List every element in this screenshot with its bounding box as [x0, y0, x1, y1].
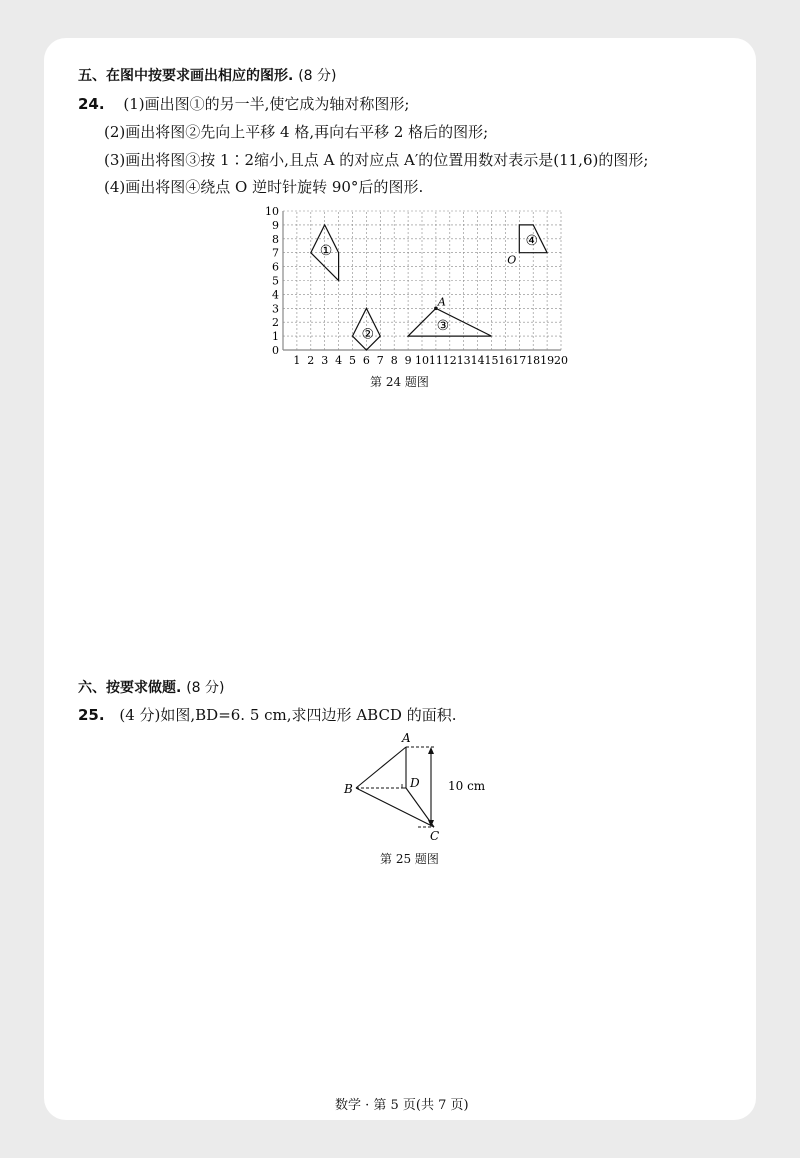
right-angle-mark: [402, 784, 406, 788]
shape-4-label: ④: [525, 233, 539, 250]
x-tick-label: 9: [404, 354, 412, 367]
q25-line: [78, 705, 457, 725]
section6-score: (8 分): [186, 680, 225, 696]
x-tick-label: 11: [428, 354, 443, 367]
q24-item-3: (3)画出将图③按 1∶2缩小,且点 A 的对应点 A′的位置用数对表示是(11,6)的图形;: [104, 151, 649, 169]
shape-3-label: ③: [436, 317, 450, 334]
x-tick-label: 16: [498, 354, 513, 367]
q24-grid-figure: [260, 202, 572, 368]
q24-item-2: (2)画出将图②先向上平移 4 格,再向右平移 2 格后的图形;: [104, 123, 489, 141]
section5-score: (8 分): [298, 68, 337, 84]
y-tick-label: 8: [272, 232, 279, 246]
shape-1-label: ①: [319, 242, 333, 259]
paper-page: [44, 38, 756, 1120]
section6-heading: [78, 678, 224, 698]
x-tick-label: 8: [390, 354, 398, 367]
q25-quadrilateral-figure: [340, 728, 500, 846]
section6-title: 六、按要求做题.: [78, 680, 182, 696]
x-tick-label: 2: [307, 354, 315, 367]
y-tick-label: 6: [272, 260, 279, 274]
y-tick-label: 3: [272, 302, 279, 316]
point-label-o: O: [507, 253, 517, 267]
section5-heading: [78, 66, 336, 86]
x-tick-label: 10: [415, 354, 429, 367]
x-tick-label: 3: [321, 354, 329, 367]
y-tick-label: 1: [272, 330, 279, 344]
y-tick-label: 7: [272, 246, 279, 260]
y-tick-label: 0: [272, 344, 279, 357]
q25-caption: 第 25 题图: [380, 852, 439, 866]
y-tick-label: 4: [272, 288, 279, 302]
x-tick-label: 15: [484, 354, 499, 367]
y-tick-label: 2: [272, 316, 279, 330]
x-tick-label: 5: [349, 354, 356, 367]
dimension-arrow-up: [428, 747, 434, 754]
x-tick-label: 7: [376, 354, 384, 367]
side-bc: [356, 788, 434, 827]
section5-title: 五、在图中按要求画出相应的图形.: [78, 68, 294, 84]
x-tick-label: 20: [554, 354, 568, 367]
q25-text: (4 分)如图,BD=6. 5 cm,求四边形 ABCD 的面积.: [119, 706, 457, 724]
label-c: C: [430, 829, 440, 843]
x-tick-label: 1: [293, 354, 301, 367]
shape-2-label: ②: [361, 326, 375, 343]
page-footer: 数学 · 第 5 页(共 7 页): [335, 1098, 469, 1113]
point-label-a: A: [437, 295, 446, 309]
q24-item-1: (1)画出图①的另一半,使它成为轴对称图形;: [123, 95, 410, 113]
label-d: D: [410, 776, 420, 790]
x-tick-label: 13: [456, 354, 471, 367]
x-tick-label: 6: [362, 354, 370, 367]
q24-caption: 第 24 题图: [370, 375, 429, 389]
x-tick-label: 18: [526, 354, 541, 367]
q24-number: 24.: [78, 95, 105, 113]
y-tick-label: 5: [272, 274, 279, 288]
x-tick-label: 19: [540, 354, 555, 367]
x-tick-label: 14: [470, 354, 485, 367]
y-tick-label: 9: [272, 218, 279, 232]
label-b: B: [344, 782, 353, 796]
y-tick-label: 10: [265, 205, 279, 218]
dimension-label: 10 cm: [448, 779, 486, 793]
q25-number: 25.: [78, 706, 105, 724]
x-tick-label: 12: [442, 354, 457, 367]
label-a: A: [402, 731, 411, 745]
q24-item-4: (4)画出将图④绕点 O 逆时针旋转 90°后的图形.: [104, 178, 424, 196]
side-ab: [356, 747, 406, 788]
q24-line-1: [78, 94, 409, 114]
x-tick-label: 17: [512, 354, 527, 367]
x-tick-label: 4: [335, 354, 343, 367]
